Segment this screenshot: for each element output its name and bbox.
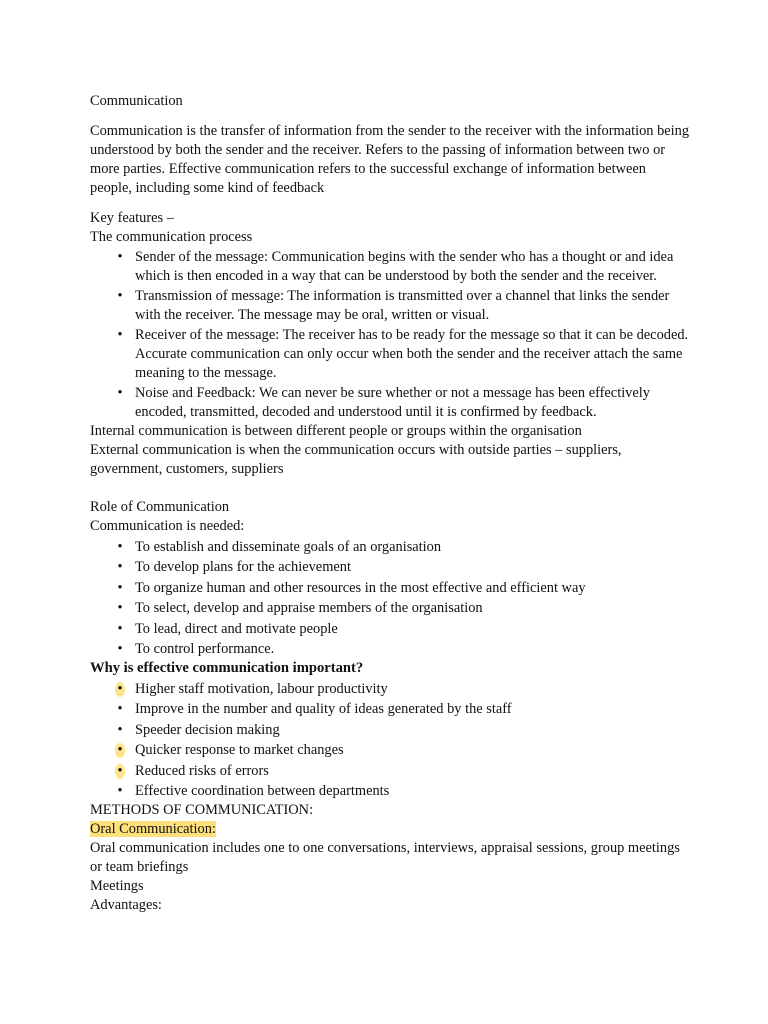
bullet-icon: • bbox=[117, 327, 123, 343]
highlighted-bullet-icon: • bbox=[115, 682, 125, 697]
bullet-icon: • bbox=[117, 579, 123, 596]
process-list bbox=[90, 248, 690, 422]
list-item bbox=[90, 721, 690, 740]
list-item-text: Quicker response to market changes bbox=[135, 742, 344, 758]
list-item-text: Effective coordination between departments bbox=[135, 783, 390, 799]
list-item-text: Improve in the number and quality of ideas generated by the staff bbox=[135, 701, 512, 717]
list-item bbox=[90, 640, 690, 659]
list-item-text: To develop plans for the achievement bbox=[135, 559, 351, 575]
spacer bbox=[90, 479, 690, 498]
why-heading: Why is effective communication important? bbox=[90, 660, 364, 676]
list-item bbox=[90, 538, 690, 557]
bullet-icon: • bbox=[117, 641, 123, 657]
list-item bbox=[90, 620, 690, 639]
internal-paragraph: Internal communication is between different people or groups within the organisation bbox=[90, 423, 582, 439]
oral-heading-line bbox=[90, 820, 690, 839]
list-item bbox=[90, 700, 690, 719]
list-item bbox=[90, 782, 690, 801]
bullet-icon: • bbox=[117, 721, 123, 738]
intro-paragraph: Communication is the transfer of information from the sender to the receiver with the information being understood by both the sender and the receiver. Refers to the passing of information between two or more parties. Effective communication refers to the successful exchange of information between people, including some kind of feedback bbox=[90, 123, 690, 196]
bullet-icon: • bbox=[117, 559, 123, 575]
list-item-text: To organize human and other resources in the most effective and efficient way bbox=[135, 579, 586, 596]
needed-line: Communication is needed: bbox=[90, 518, 245, 534]
list-item-text: Higher staff motivation, labour productivity bbox=[135, 680, 388, 697]
bullet-icon: • bbox=[117, 701, 123, 717]
list-item bbox=[90, 741, 690, 760]
list-item bbox=[90, 326, 690, 383]
list-item-text: To select, develop and appraise members of the organisation bbox=[135, 600, 483, 616]
list-item-text: Receiver of the message: The receiver has to be ready for the message so that it can be decoded. Accurate communication can only occur when both the sender and the receiver attach the same meaning to the message. bbox=[135, 327, 689, 381]
external-paragraph: External communication is when the communication occurs with outside parties – suppliers, government, customers, suppliers bbox=[90, 442, 622, 477]
list-item bbox=[90, 680, 690, 699]
list-item-text: Sender of the message: Communication begins with the sender who has a thought or and idea which is then encoded in a way that can be understood by both the sender and the receiver. bbox=[135, 249, 674, 284]
bullet-icon: • bbox=[117, 288, 123, 304]
advantages-line: Advantages: bbox=[90, 897, 162, 913]
list-item-text: To establish and disseminate goals of an organisation bbox=[135, 538, 442, 555]
bullet-icon: • bbox=[117, 620, 123, 637]
list-item-text: To lead, direct and motivate people bbox=[135, 620, 338, 637]
list-item-text: Noise and Feedback: We can never be sure whether or not a message has been effectively encoded, transmitted, decoded and understood until it is confirmed by feedback. bbox=[135, 385, 650, 420]
oral-heading: Oral Communication: bbox=[90, 821, 216, 837]
list-item bbox=[90, 762, 690, 781]
list-item bbox=[90, 384, 690, 422]
list-item bbox=[90, 579, 690, 598]
list-item-text: To control performance. bbox=[135, 641, 275, 657]
key-features-heading: Key features – bbox=[90, 210, 174, 226]
process-heading: The communication process bbox=[90, 229, 253, 245]
doc-title: Communication bbox=[90, 93, 183, 109]
bullet-icon: • bbox=[117, 600, 123, 616]
list-item bbox=[90, 558, 690, 577]
document-body bbox=[90, 92, 690, 915]
list-item bbox=[90, 248, 690, 286]
highlighted-bullet-icon: • bbox=[115, 764, 125, 779]
list-item-text: Transmission of message: The information is transmitted over a channel that links the sender with the receiver. The message may be oral, written or visual. bbox=[135, 288, 670, 323]
highlighted-bullet-icon: • bbox=[115, 743, 125, 758]
list-item bbox=[90, 599, 690, 618]
bullet-icon: • bbox=[117, 385, 123, 401]
methods-heading: METHODS OF COMMUNICATION: bbox=[90, 802, 314, 818]
list-item-text: Speeder decision making bbox=[135, 721, 280, 738]
list-item bbox=[90, 287, 690, 325]
why-list bbox=[90, 680, 690, 802]
bullet-icon: • bbox=[117, 249, 123, 265]
oral-paragraph: Oral communication includes one to one conversations, interviews, appraisal sessions, group meetings or team briefings bbox=[90, 840, 680, 875]
bullet-icon: • bbox=[117, 538, 123, 555]
list-item-text: Reduced risks of errors bbox=[135, 762, 269, 779]
role-heading: Role of Communication bbox=[90, 499, 230, 515]
role-list bbox=[90, 538, 690, 660]
meetings-line: Meetings bbox=[90, 878, 144, 894]
bullet-icon: • bbox=[117, 783, 123, 799]
